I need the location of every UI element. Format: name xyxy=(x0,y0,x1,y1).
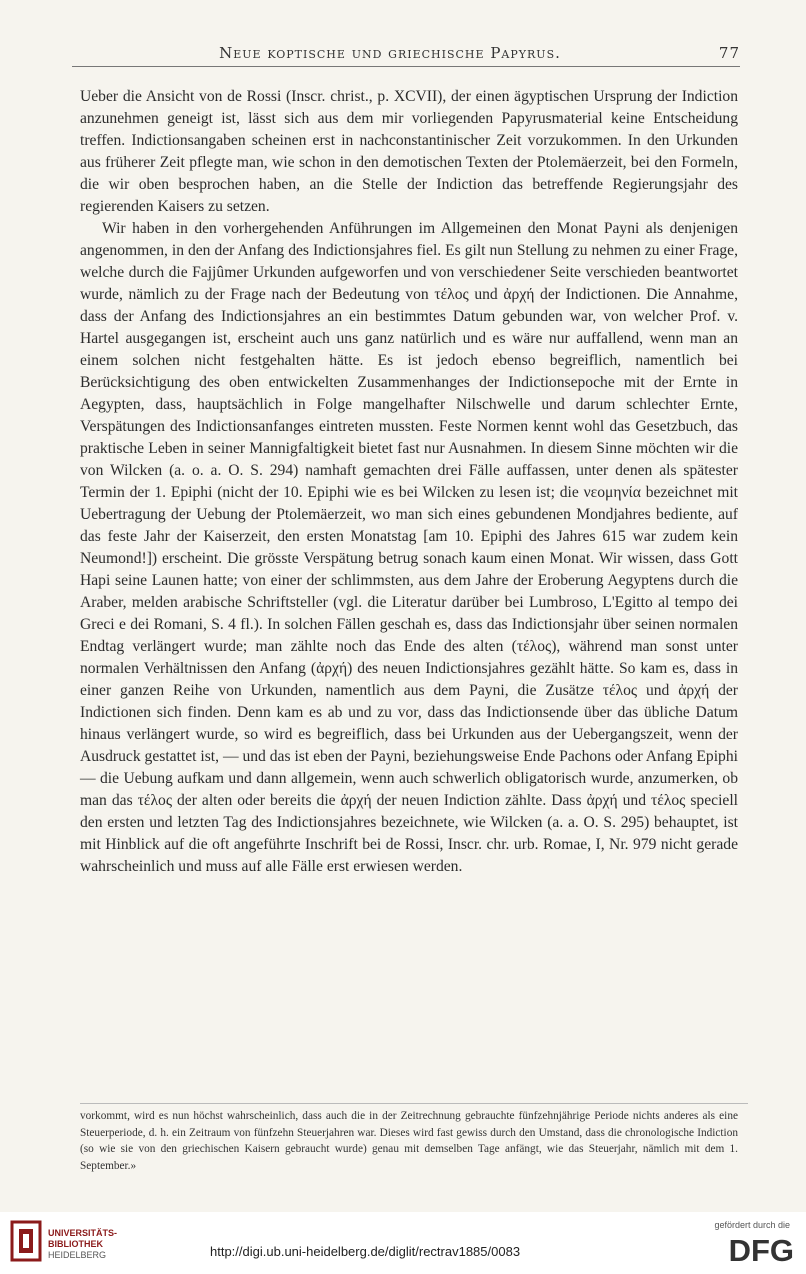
footnote: vorkommt, wird es nun höchst wahrscheinlich, dass auch die in der Zeitrechnung gebrauchte fünfzehnjährige Periode nichts anderes als eine Steuerperiode, d. h. ein Zeitraum von fünfzehn Steuerjahren war. Dieses wird fast gewiss durch den Umstand, dass die chronologische Indiction (so wie sie von den griechischen Kaisern gebraucht wurde) genau mit demselben Tage anfängt, wie das Steuerjahr, nämlich mit dem 1. September.» xyxy=(80,1110,738,1172)
university-library-logo-icon xyxy=(10,1220,42,1262)
running-header xyxy=(70,44,740,66)
dfg-logo-text: DFG xyxy=(728,1233,794,1265)
library-name-line-3: HEIDELBERG xyxy=(48,1250,107,1260)
page-number: 77 xyxy=(718,44,740,62)
footnote-rule xyxy=(80,1103,748,1104)
funder-caption: gefördert durch die xyxy=(714,1220,790,1230)
header-title: Neue koptische und griechische Papyrus. xyxy=(219,44,561,62)
dfg-logo-icon xyxy=(706,1233,796,1265)
paragraph-2: Wir haben in den vorhergehenden Anführungen im Allgemeinen den Monat Payni als denjenigen angenommen, in den der Anfang des Indictionsjahres fiel. Es gilt nun Stellung zu nehmen zu einer Frage, welche durch die Fajjûmer Urkunden aufgeworfen und von verschiedener Seite verschieden beantwortet wurde, nämlich zu der Frage nach der Bedeutung von τέλος und ἀρχή der Indictionen. Die Annahme, dass der Anfang des Indictionsjahres an ein bestimmtes Datum gebunden war, von welcher Prof. v. Hartel ausgegangen ist, erscheint auch uns ganz natürlich und es wäre nur auffallend, wenn man an einem solchen nicht festgehalten hätte. Es ist jedoch ebenso begreiflich, namentlich bei Berücksichtigung des oben entwickelten Zusammenhanges der Indictionsepoche mit der Ernte in Aegypten, dass, hauptsächlich in Folge mangelhafter Nilschwelle und darum schlechter Ernte, Verspätungen des Indictionsanfanges eintreten mussten. Feste Normen kennt wohl das Gesetzbuch, das praktische Leben in seiner Mannigfaltigkeit bietet fast nur Ausnahmen. In diesem Sinne möchten wir die von Wilcken (a. o. a. O. S. 294) namhaft gemachten drei Fälle auffassen, unter denen als spätester Termin der 1. Epiphi (nicht der 10. Epiphi wie es bei Wilcken zu lesen ist; die νεομηνία bezeichnet mit Uebertragung der Uebung der Ptolemäerzeit, wo man sich eines gebundenen Mondjahres bediente, auf das feste Jahr der Kaiserzeit, den ersten Monatstag [am 10. Epiphi des Jahres 615 war zudem kein Neumond!]) erscheint. Die grösste Verspätung betrug sonach kaum einen Monat. Wir wissen, dass Gott Hapi seine Launen hatte; von einer der schlimmsten, aus dem Jahre der Eroberung Aegyptens durch die Araber, melden arabische Schriftsteller (vgl. die Literatur darüber bei Lumbroso, L'Egitto al tempo dei Greci e dei Romani, S. 4 fl.). In solchen Fällen geschah es, dass das Indictionsjahr über seinen normalen Endtag verlängert wurde; man zählte noch das Ende des alten (τέλος), während man sonst unter normalen Verhältnissen den Anfang (ἀρχή) des neuen Indictionsjahres gezählt hätte. So kam es, dass in einer ganzen Reihe von Urkunden, namentlich aus dem Payni, die Zusätze τέλος und ἀρχή der Indictionen sich finden. Denn kam es ab und zu vor, dass das Indictionsende über das übliche Datum hinaus verlängert wurde, so wird es begreiflich, dass bei Urkunden aus der Uebergangszeit, wenn der Ausdruck gestattet ist, — und das ist eben der Payni, beziehungsweise Ende Pachons oder Anfang Epiphi — die Uebung aufkam und dann allgemein, wenn auch schwerlich obligatorisch wurde, anzumerken, ob man das τέλος der alten oder bereits die ἀρχή der neuen Indiction zählte. Dass ἀρχή und τέλος speciell den ersten und letzten Tag des Indictionsjahres bezeichnete, wie Wilcken (a. a. O. S. 295) behauptet, ist mit Hinblick auf die oft angeführte Inschrift bei de Rossi, Inscr. chr. urb. Romae, I, Nr. 979 nicht gerade wahrscheinlich und muss auf alle Fälle erst erwiesen werden. xyxy=(80,220,738,875)
main-text xyxy=(80,86,738,878)
paragraph-1: Ueber die Ansicht von de Rossi (Inscr. christ., p. XCVII), der einen ägyptischen Ursprung der Indiction anzunehmen geneigt ist, lässt sich aus dem mir vorliegenden Papyrusmaterial keine Entscheidung treffen. Indictionsangaben scheinen erst in nachconstantinischer Zeit vorzukommen. In den Urkunden aus früherer Zeit pflegte man, wie schon in den demotischen Texten der Ptolemäerzeit, bei den Formeln, die wir oben besprochen haben, an die Stelle der Indiction das betreffende Regierungsjahr des regierenden Kaisers zu setzen. xyxy=(80,88,738,215)
library-name xyxy=(48,1228,158,1261)
library-name-line-1: UNIVERSITÄTS- xyxy=(48,1228,118,1238)
source-url-link[interactable]: http://digi.ub.uni-heidelberg.de/diglit/rectrav1885/0083 xyxy=(210,1244,521,1259)
header-rule xyxy=(72,66,740,67)
library-name-line-2: BIBLIOTHEK xyxy=(48,1239,103,1249)
